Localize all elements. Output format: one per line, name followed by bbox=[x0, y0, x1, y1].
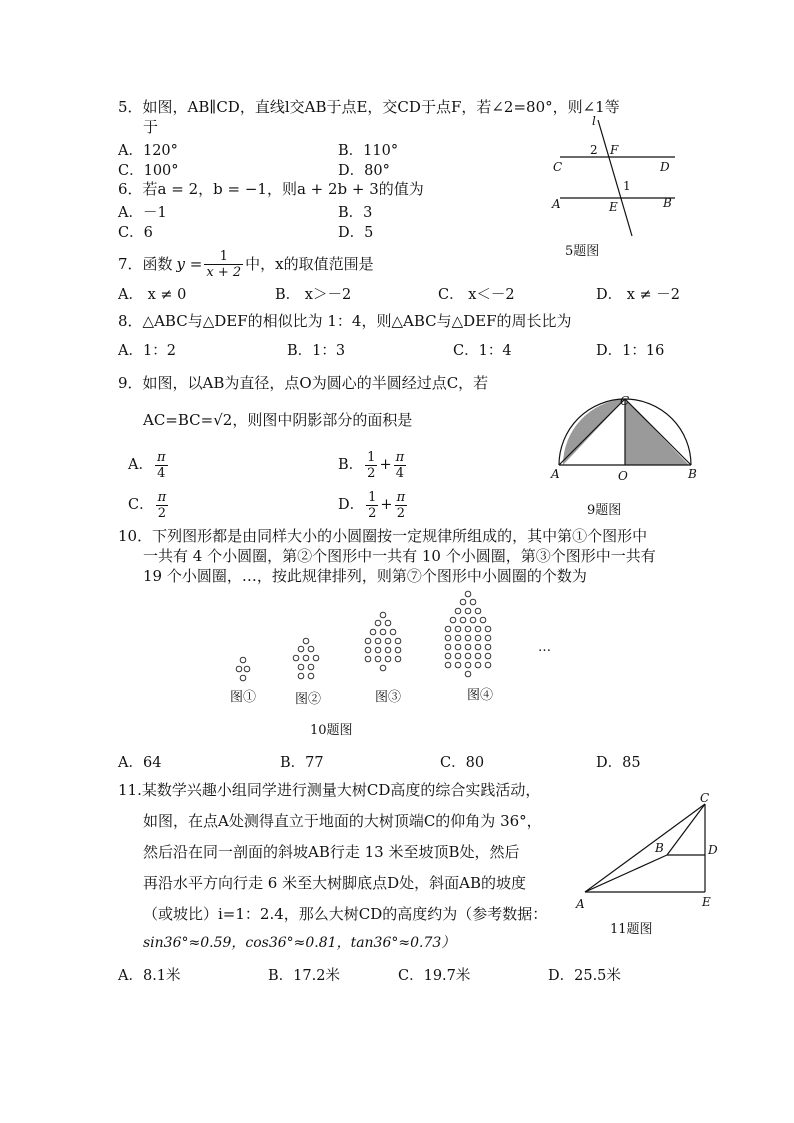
q10-circle bbox=[465, 635, 471, 641]
q11-stem-line6: sin36°≈0.59，cos36°≈0.81，tan36°≈0.73） bbox=[143, 935, 456, 951]
q9-stem-line2: AC=BC=√2，则图中阴影部分的面积是 bbox=[143, 411, 413, 429]
q9-option-c bbox=[128, 485, 170, 525]
q10-circle bbox=[465, 662, 471, 668]
q10-circle bbox=[395, 656, 401, 662]
q11-label-b: B bbox=[655, 841, 664, 855]
q7-option-c: C． x＜－2 bbox=[438, 287, 515, 303]
q10-figures bbox=[220, 585, 560, 690]
q10-circle bbox=[240, 675, 246, 681]
q10-option-d: D．85 bbox=[596, 755, 641, 771]
q5-label-c: C bbox=[553, 160, 563, 174]
q9-option-b-half-num: 1 bbox=[367, 449, 376, 465]
q11-option-c: C．19.7米 bbox=[398, 968, 471, 984]
q10-circle bbox=[455, 662, 461, 668]
q5-label-a: A bbox=[552, 197, 561, 211]
q9-option-a-letter: A． bbox=[128, 457, 153, 473]
q7-stem bbox=[118, 246, 374, 282]
q10-circle bbox=[475, 635, 481, 641]
q10-circle bbox=[395, 647, 401, 653]
q10-circle bbox=[485, 635, 491, 641]
q10-circle bbox=[475, 626, 481, 632]
q7-option-b: B． x＞－2 bbox=[275, 287, 352, 303]
q10-circle bbox=[475, 662, 481, 668]
q10-option-a: A．64 bbox=[118, 755, 162, 771]
q10-ellipsis: … bbox=[538, 640, 551, 655]
q11-stem-line1: 11.某数学兴趣小组同学进行测量大树CD高度的综合实践活动， bbox=[118, 781, 541, 799]
q10-circle bbox=[455, 608, 461, 614]
q9-option-d-frac bbox=[395, 490, 408, 521]
q10-circle bbox=[370, 629, 376, 635]
q9-option-d bbox=[338, 485, 409, 525]
q5-option-a: A．120° bbox=[118, 143, 178, 159]
q11-slope-ab bbox=[585, 855, 667, 892]
q10-circle bbox=[445, 662, 451, 668]
q10-circle bbox=[460, 599, 466, 605]
q10-circle bbox=[375, 620, 381, 626]
q10-circle bbox=[465, 671, 471, 677]
q10-circle bbox=[298, 673, 304, 679]
q10-circle bbox=[445, 644, 451, 650]
q7-frac-den: x + 2 bbox=[206, 264, 242, 280]
q7-frac-num: 1 bbox=[204, 249, 243, 265]
q10-circle bbox=[308, 646, 314, 652]
q9-option-d-half bbox=[366, 490, 378, 521]
q5-label-e: E bbox=[609, 200, 618, 214]
q8-option-b: B．1：3 bbox=[287, 343, 346, 359]
q11-stem-line5: （或坡比）i=1：2.4，那么大树CD的高度约为（参考数据： bbox=[143, 905, 548, 923]
q10-circle bbox=[365, 638, 371, 644]
q9-option-b bbox=[338, 445, 408, 485]
q5-label-b: B bbox=[663, 196, 672, 210]
q11-label-c: C bbox=[700, 791, 710, 805]
q5-option-b: B．110° bbox=[338, 143, 399, 159]
q10-circle bbox=[445, 626, 451, 632]
q10-circle bbox=[298, 664, 304, 670]
q10-label-fig1: 图① bbox=[230, 690, 257, 705]
q10-circle bbox=[445, 653, 451, 659]
q5-label-f: F bbox=[610, 143, 619, 157]
q10-circle bbox=[240, 657, 246, 663]
q5-line-l bbox=[598, 120, 632, 236]
q9-caption: 9题图 bbox=[587, 503, 622, 518]
q10-circle bbox=[380, 665, 386, 671]
q10-circle bbox=[313, 655, 319, 661]
q6-option-d: D．5 bbox=[338, 225, 374, 241]
q9-option-c-num: π bbox=[157, 489, 167, 505]
q8-stem: 8．△ABC与△DEF的相似比为 1：4，则△ABC与△DEF的周长比为 bbox=[118, 312, 572, 330]
q10-stem-line2: 一共有 4 个小圆圈，第②个图形中一共有 10 个小圆圈，第③个图形中一共有 bbox=[143, 547, 656, 565]
q9-option-b-plus: + bbox=[379, 457, 392, 473]
q11-caption: 11题图 bbox=[610, 922, 653, 937]
q11-label-d: D bbox=[708, 843, 718, 857]
q7-stem-prefix: 7．函数 bbox=[118, 255, 173, 273]
q9-option-b-letter: B． bbox=[338, 457, 364, 473]
q10-figure-2 bbox=[293, 638, 319, 679]
q10-circle bbox=[475, 653, 481, 659]
q10-circle bbox=[475, 644, 481, 650]
q5-stem-line1: 5．如图，AB∥CD，直线l交AB于点E，交CD于点F，若∠2=80°，则∠1等 bbox=[118, 98, 620, 116]
q10-circle bbox=[470, 599, 476, 605]
q7-fraction bbox=[204, 249, 243, 280]
q10-circle bbox=[308, 664, 314, 670]
q9-option-a-num: π bbox=[156, 449, 166, 465]
q10-circle bbox=[375, 638, 381, 644]
q11-figure bbox=[575, 790, 720, 905]
q11-sight-ac bbox=[585, 804, 705, 892]
q10-circle bbox=[465, 591, 471, 597]
q10-circle bbox=[485, 653, 491, 659]
q9-label-a: A bbox=[551, 467, 560, 481]
q10-circle bbox=[485, 644, 491, 650]
q10-circle bbox=[470, 617, 476, 623]
q10-circle bbox=[308, 673, 314, 679]
q5-caption: 5题图 bbox=[565, 244, 600, 259]
q10-circle bbox=[385, 656, 391, 662]
q5-label-d: D bbox=[660, 160, 670, 174]
q10-circle bbox=[395, 638, 401, 644]
q11-label-e: E bbox=[702, 895, 711, 909]
q10-circle bbox=[465, 644, 471, 650]
q9-option-b-den: 4 bbox=[395, 465, 404, 481]
q10-circle bbox=[485, 662, 491, 668]
q9-option-b-half-den: 2 bbox=[367, 465, 376, 481]
q5-label-1: 1 bbox=[623, 179, 631, 193]
q10-circle bbox=[465, 653, 471, 659]
q10-figure-3 bbox=[365, 612, 401, 671]
q7-option-a: A． x ≠ 0 bbox=[118, 287, 187, 303]
q10-circle bbox=[450, 617, 456, 623]
q5-label-2: 2 bbox=[590, 143, 598, 157]
q9-option-d-den: 2 bbox=[396, 505, 405, 521]
q10-label-fig2: 图② bbox=[295, 692, 322, 707]
q9-option-b-half bbox=[365, 450, 377, 481]
q10-figure-1 bbox=[236, 657, 250, 681]
q9-option-c-frac bbox=[156, 490, 169, 521]
q10-circle bbox=[236, 666, 242, 672]
q10-label-fig4: 图④ bbox=[467, 688, 494, 703]
q10-circle bbox=[455, 644, 461, 650]
q10-circle bbox=[390, 629, 396, 635]
q9-label-c: C bbox=[620, 394, 630, 408]
q9-option-c-den: 2 bbox=[157, 505, 167, 521]
q11-stem-line3: 然后沿在同一剖面的斜坡AB行走 13 米至坡顶B处，然后 bbox=[143, 843, 520, 861]
q11-option-a: A．8.1米 bbox=[118, 968, 181, 984]
q5-stem-line2: 于 bbox=[143, 118, 159, 136]
q6-option-b: B．3 bbox=[338, 205, 373, 221]
q8-option-c: C．1：4 bbox=[453, 343, 512, 359]
q10-option-c: C．80 bbox=[440, 755, 485, 771]
q9-chord-ac bbox=[559, 399, 625, 465]
q10-circle bbox=[303, 655, 309, 661]
q8-option-d: D．1：16 bbox=[596, 343, 665, 359]
q10-stem-line3: 19 个小圆圈，…，按此规律排列，则第⑦个图形中小圆圈的个数为 bbox=[143, 567, 587, 585]
q9-option-c-letter: C． bbox=[128, 497, 154, 513]
q10-circle bbox=[475, 608, 481, 614]
q10-circle bbox=[244, 666, 250, 672]
q10-circle bbox=[445, 635, 451, 641]
q10-label-fig3: 图③ bbox=[375, 690, 402, 705]
q8-option-a: A．1：2 bbox=[118, 343, 176, 359]
q9-option-d-half-num: 1 bbox=[368, 489, 377, 505]
q10-circle bbox=[385, 620, 391, 626]
q10-circle bbox=[485, 626, 491, 632]
q10-circle bbox=[465, 608, 471, 614]
q10-figure-4 bbox=[445, 591, 491, 677]
q9-option-d-half-den: 2 bbox=[368, 505, 377, 521]
q10-circle bbox=[293, 655, 299, 661]
q6-option-a: A．－1 bbox=[118, 205, 167, 221]
q11-option-b: B．17.2米 bbox=[268, 968, 340, 984]
q5-figure bbox=[540, 112, 700, 242]
q10-circle bbox=[465, 626, 471, 632]
q7-stem-suffix: 中，x的取值范围是 bbox=[245, 255, 374, 273]
q10-circle bbox=[303, 638, 309, 644]
q10-circle bbox=[460, 617, 466, 623]
q10-circle bbox=[380, 612, 386, 618]
q5-option-c: C．100° bbox=[118, 163, 179, 179]
q10-circle bbox=[455, 626, 461, 632]
q11-line-bc bbox=[667, 804, 705, 855]
q10-option-b: B．77 bbox=[280, 755, 324, 771]
q9-option-b-num: π bbox=[395, 449, 405, 465]
q10-circle bbox=[375, 647, 381, 653]
q11-stem-line4: 再沿水平方向行走 6 米至大树脚底点D处，斜面AB的坡度 bbox=[143, 874, 526, 892]
q11-stem-line2: 如图，在点A处测得直立于地面的大树顶端C的仰角为 36°， bbox=[143, 812, 542, 830]
q10-circle bbox=[385, 647, 391, 653]
q10-circle bbox=[375, 656, 381, 662]
q5-label-l: l bbox=[592, 114, 596, 128]
q9-option-b-frac bbox=[394, 450, 407, 481]
q11-label-a: A bbox=[576, 897, 585, 911]
q6-stem: 6．若a = 2，b = −1，则a + 2b + 3的值为 bbox=[118, 180, 424, 198]
q7-option-d: D． x ≠ －2 bbox=[596, 287, 681, 303]
q10-circle bbox=[365, 656, 371, 662]
q10-circle bbox=[455, 653, 461, 659]
q9-option-a-den: 4 bbox=[157, 465, 166, 481]
q10-circle bbox=[480, 617, 486, 623]
q10-stem-line1: 10．下列图形都是由同样大小的小圆圈按一定规律所组成的，其中第①个图形中 bbox=[118, 527, 648, 545]
q9-option-a bbox=[128, 445, 170, 485]
q9-label-b: B bbox=[688, 467, 697, 481]
q10-caption: 10题图 bbox=[310, 723, 353, 738]
q10-circle bbox=[365, 647, 371, 653]
q9-label-o: O bbox=[618, 469, 628, 483]
q6-option-c: C．6 bbox=[118, 225, 153, 241]
q10-circle bbox=[298, 646, 304, 652]
q9-option-a-frac bbox=[155, 450, 168, 481]
q7-stem-y: y = bbox=[176, 255, 203, 273]
q10-circle bbox=[455, 635, 461, 641]
q11-option-d: D．25.5米 bbox=[548, 968, 621, 984]
q9-stem-line1: 9．如图，以AB为直径，点O为圆心的半圆经过点C，若 bbox=[118, 374, 489, 392]
q10-circle bbox=[385, 638, 391, 644]
q9-option-d-num: π bbox=[396, 489, 406, 505]
q10-circle bbox=[380, 629, 386, 635]
q9-option-d-letter: D． bbox=[338, 497, 365, 513]
q5-option-d: D．80° bbox=[338, 163, 390, 179]
q9-option-d-plus: + bbox=[380, 497, 393, 513]
